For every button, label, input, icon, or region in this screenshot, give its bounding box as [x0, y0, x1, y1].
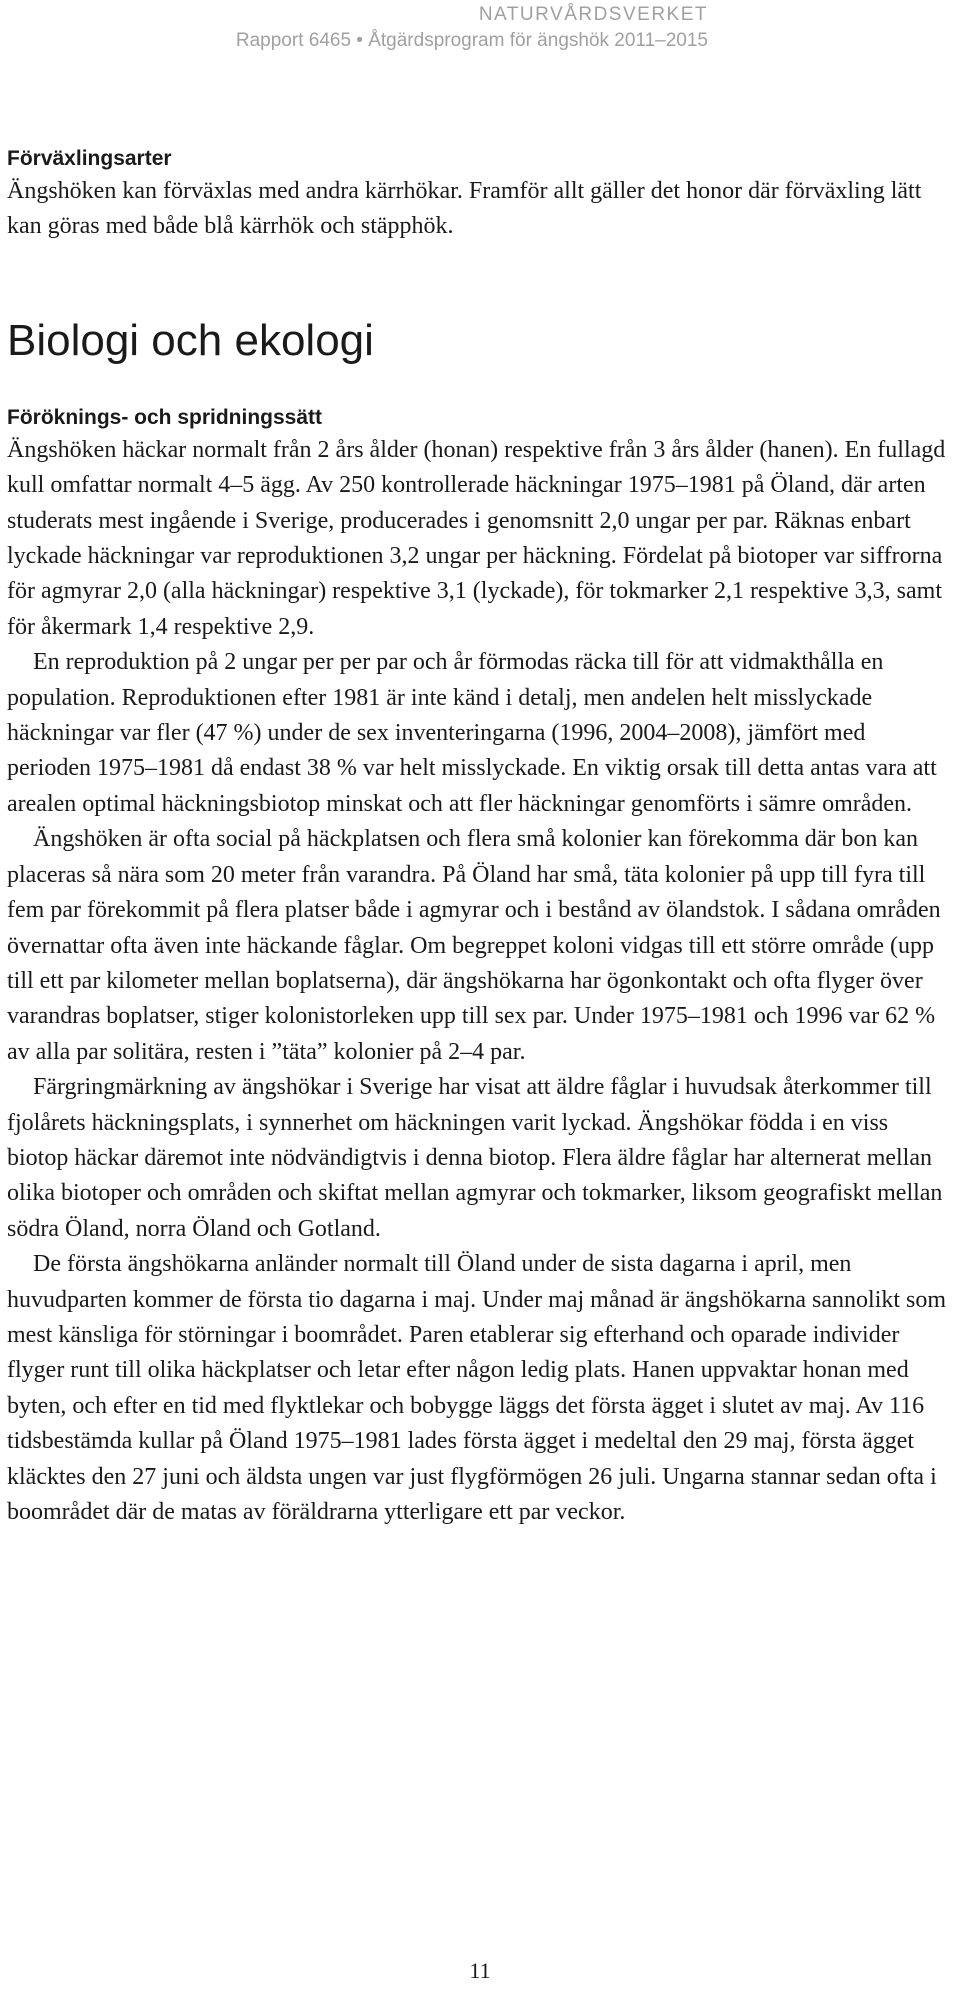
paragraph-social-colonies: Ängshöken är ofta social på häckplatsen och flera små kolonier kan förekomma där bon kan placeras så nära som 20 meter från varandra. På Öland har små, täta kolonier på upp till fyra till fem par förekommit på flera platser både i agmyrar och i bestånd av ölandstok. I sådana områden övernattar ofta även inte häckande fåglar. Om begreppet koloni vidgas till ett större område (upp till ett par kilometer mellan boplatserna), där ängshökarna har ögonkontakt och ofta flyger över varandras boplatser, stiger kolonistorleken upp till sex par. Under 1975–1981 och 1996 var 62 % av alla par solitära, resten i ”täta” kolonier på 2–4 par. [7, 826, 941, 1065]
heading-biology-ecology: Biologi och ekologi [7, 315, 374, 365]
section-biology-ecology [7, 311, 947, 1531]
subheading-confusion-species: Förväxlingsarter [7, 147, 172, 170]
report-title: Rapport 6465 • Åtgärdsprogram för ängshök 2011–2015 [235, 30, 708, 51]
subheading-reproduction-dispersal: Föröknings- och spridningssätt [7, 405, 323, 429]
section-confusion-species [7, 144, 947, 245]
paragraph-reproduction-1: Ängshöken häckar normalt från 2 års ålder (honan) respektive från 3 års ålder (hanen). En fullagd kull omfattar normalt 4–5 ägg. Av 250 kontrollerade häckningar 1975–1981 på Öland, där arten studerats mest ingående i Sverige, producerades i genomsnitt 2,0 ungar per par. Räknas enbart lyckade häckningar var reproduktionen 3,2 ungar per häckning. Fördelat på biotoper var siffrorna för agmyrar 2,0 (alla häckningar) respektive 3,1 (lyckade), för tokmarker 2,1 respektive 3,3, samt för åkermark 1,4 respektive 2,9. [7, 436, 946, 640]
page-header [236, 2, 708, 54]
page-number: 11 [469, 1958, 491, 1983]
paragraph-arrival-breeding: De första ängshökarna anländer normalt till Öland under de sista dagarna i april, men huvudparten kommer de första tio dagarna i maj. Under maj månad är ängshökarna sannolikt som mest känsliga för störningar i boområdet. Paren etablerar sig efterhand och oparade individer flyger runt till olika häckplatser och letar efter någon ledig plats. Hanen uppvaktar honan med byten, och efter en tid med flyktlekar och bobygge läggs det första ägget i slutet av maj. Av 116 tidsbestämda kullar på Öland 1975–1981 lades första ägget i medeltal den 29 maj, första ägget kläcktes den 27 juni och äldsta ungen var just flygförmögen 26 juli. Ungarna stannar sedan ofta i boområdet där de matas av föräldrarna ytterligare ett par veckor. [7, 1251, 947, 1525]
document-body [7, 144, 947, 1530]
paragraph-reproduction-2: En reproduktion på 2 ungar per per par och år förmodas räcka till för att vidmakthålla en population. Reproduktionen efter 1981 är inte känd i detalj, men andelen helt misslyckade häckningar var fler (47 %) under de sex inventeringarna (1996, 2004–2008), jämfört med perioden 1975–1981 då endast 38 % var helt misslyckade. En viktig orsak till detta antas vara att arealen optimal häckningsbiotop minskat och att fler häckningar genomförts i sämre områden. [7, 649, 937, 817]
organization-name: NATURVÅRDSVERKET [478, 4, 708, 25]
paragraph-confusion-species: Ängshöken kan förväxlas med andra kärrhökar. Framför allt gäller det honor där förväxling lätt kan göras med både blå kärrhök och stäpphök. [7, 178, 922, 240]
paragraph-ring-marking: Färgringmärkning av ängshökar i Sverige har visat att äldre fåglar i huvudsak återkommer till fjolårets häckningsplats, i synnerhet om häckningen varit lyckad. Ängshökar födda i en viss biotop häckar däremot inte nödvändigtvis i denna biotop. Flera äldre fåglar har alternerat mellan olika biotoper och områden och skiftat mellan agmyrar och tokmarker, liksom geografiskt mellan södra Öland, norra Öland och Gotland. [7, 1074, 943, 1242]
